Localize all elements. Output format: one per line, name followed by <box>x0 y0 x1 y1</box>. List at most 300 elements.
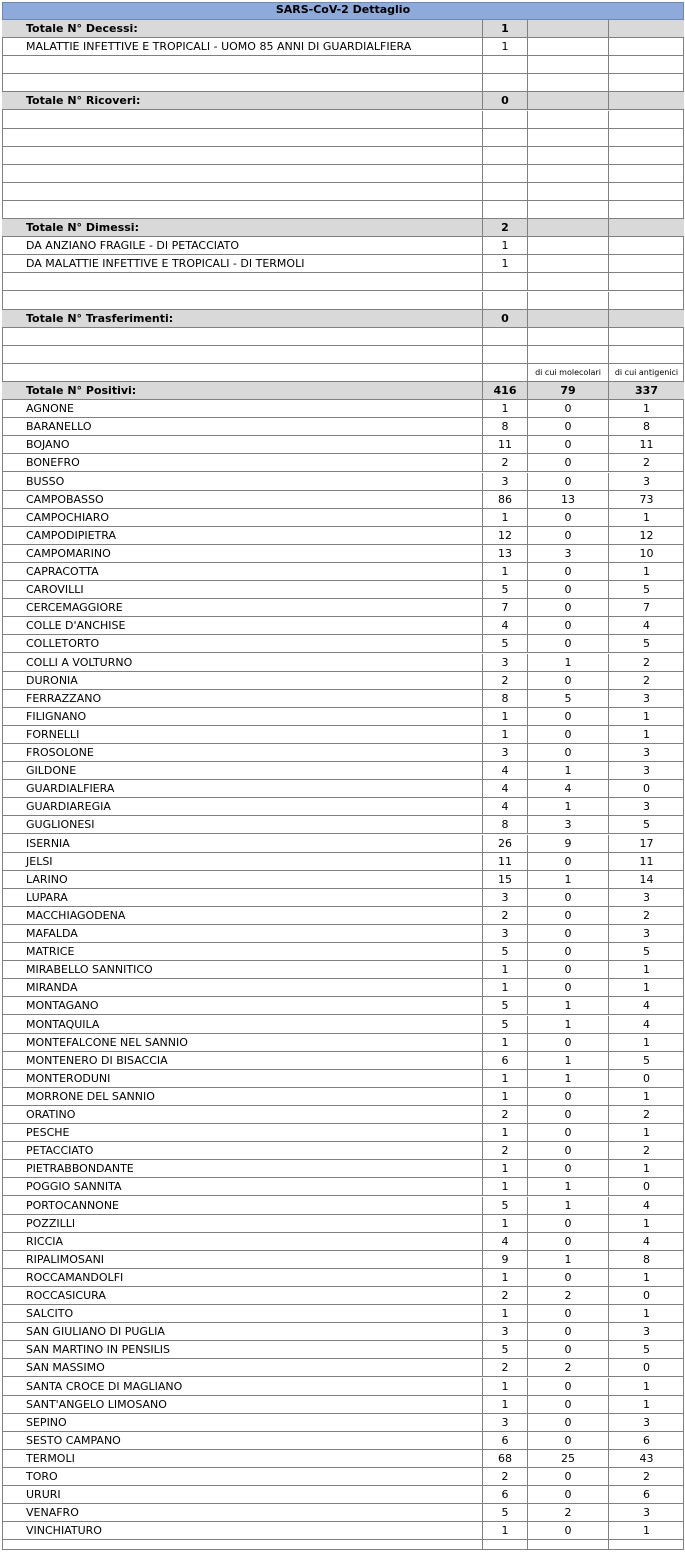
comune-row <box>2 708 684 726</box>
row-antigenici <box>609 310 684 327</box>
row-molecolari: 79 <box>528 382 609 399</box>
row-label: SANT'ANGELO LIMOSANO <box>2 1396 483 1413</box>
row-molecolari: 2 <box>528 1504 609 1521</box>
row-label <box>2 56 483 73</box>
row-total: 1 <box>483 1160 528 1177</box>
comune-row <box>2 1070 684 1088</box>
comune-row <box>2 1124 684 1142</box>
row-molecolari <box>528 183 609 200</box>
row-total <box>483 201 528 218</box>
row-total: 2 <box>483 907 528 924</box>
row-label: GILDONE <box>2 762 483 779</box>
row-label: URURI <box>2 1486 483 1503</box>
row-molecolari: 1 <box>528 1197 609 1214</box>
row-antigenici: 2 <box>643 908 650 922</box>
row-label: MAFALDA <box>2 925 483 942</box>
comune-row <box>2 1106 684 1124</box>
row-total <box>483 165 528 182</box>
row-molecolari: 0 <box>528 907 609 924</box>
row-label: BARANELLO <box>2 418 483 435</box>
row-antigenici: 1 <box>643 1524 650 1538</box>
comune-row <box>2 1178 684 1196</box>
row-antigenici: 4 <box>643 1234 650 1248</box>
row-molecolari: 1 <box>528 1052 609 1069</box>
row-antigenici <box>609 292 684 309</box>
comune-row <box>2 816 684 834</box>
row-label <box>2 273 483 290</box>
row-molecolari: 0 <box>528 473 609 490</box>
row-label: RIPALIMOSANI <box>2 1251 483 1268</box>
row-antigenici: 4 <box>643 1198 650 1212</box>
row-molecolari: 0 <box>528 744 609 761</box>
row-molecolari <box>528 273 609 290</box>
row-label: TERMOLI <box>2 1450 483 1467</box>
row-antigenici: 0 <box>643 1180 650 1194</box>
comune-row <box>2 889 684 907</box>
row-antigenici: 1 <box>643 1089 650 1103</box>
row-molecolari: 0 <box>528 563 609 580</box>
row-antigenici: 1 <box>643 709 650 723</box>
row-total: 2 <box>483 219 528 236</box>
row-total: 68 <box>483 1450 528 1467</box>
row-molecolari: 0 <box>528 1269 609 1286</box>
row-molecolari: 0 <box>528 1233 609 1250</box>
row-label: SAN MARTINO IN PENSILIS <box>2 1341 483 1358</box>
comune-row <box>2 907 684 925</box>
row-total: 1 <box>483 1124 528 1141</box>
row-molecolari: 1 <box>528 1178 609 1195</box>
row-antigenici <box>609 74 684 91</box>
row-total: 2 <box>483 1106 528 1123</box>
row-antigenici <box>609 111 684 128</box>
row-antigenici: 2 <box>643 1470 650 1484</box>
dimessi-item-row <box>2 237 684 255</box>
comune-row <box>2 599 684 617</box>
row-label <box>2 346 483 363</box>
dimessi-item-row <box>2 255 684 273</box>
row-antigenici <box>609 129 684 146</box>
row-molecolari <box>528 346 609 363</box>
row-label: PESCHE <box>2 1124 483 1141</box>
row-antigenici: 17 <box>639 836 654 850</box>
row-molecolari: 0 <box>528 708 609 725</box>
row-antigenici: 4 <box>643 999 650 1013</box>
row-label: BUSSO <box>2 473 483 490</box>
row-molecolari: 13 <box>528 491 609 508</box>
row-antigenici <box>609 165 684 182</box>
row-antigenici <box>609 273 684 290</box>
row-label: MONTENERO DI BISACCIA <box>2 1052 483 1069</box>
comune-row <box>2 780 684 798</box>
row-antigenici: 2 <box>643 673 650 687</box>
row-molecolari: 2 <box>528 1287 609 1304</box>
row-label: CAMPOCHIARO <box>2 509 483 526</box>
row-label: ORATINO <box>2 1106 483 1123</box>
row-total: 0 <box>483 92 528 109</box>
empty-row <box>2 292 684 310</box>
row-total: 13 <box>483 545 528 562</box>
row-label: SEPINO <box>2 1414 483 1431</box>
row-total: 7 <box>483 599 528 616</box>
row-molecolari: 0 <box>528 1124 609 1141</box>
row-antigenici: 7 <box>643 601 650 615</box>
row-antigenici <box>609 219 684 236</box>
row-total <box>483 74 528 91</box>
row-label <box>2 129 483 146</box>
row-total <box>483 273 528 290</box>
row-total <box>483 346 528 363</box>
row-antigenici: 0 <box>643 782 650 796</box>
row-label: RICCIA <box>2 1233 483 1250</box>
row-molecolari: 0 <box>528 1142 609 1159</box>
row-total <box>483 328 528 345</box>
row-molecolari <box>528 147 609 164</box>
row-antigenici <box>609 183 684 200</box>
row-total: 1 <box>483 1070 528 1087</box>
row-antigenici: 11 <box>639 854 654 868</box>
row-total: 11 <box>483 853 528 870</box>
row-molecolari <box>528 1540 609 1549</box>
row-label: MONTEFALCONE NEL SANNIO <box>2 1034 483 1051</box>
comune-row <box>2 1378 684 1396</box>
positivi-header-row <box>2 382 684 400</box>
row-molecolari: 0 <box>528 617 609 634</box>
row-total: 1 <box>483 961 528 978</box>
row-molecolari: 0 <box>528 581 609 598</box>
comune-row <box>2 1468 684 1486</box>
row-label: MONTAGANO <box>2 997 483 1014</box>
row-total: 1 <box>483 563 528 580</box>
comune-row <box>2 1396 684 1414</box>
row-total: 1 <box>483 1305 528 1322</box>
row-molecolari: 0 <box>528 1305 609 1322</box>
comune-row <box>2 726 684 744</box>
comune-row <box>2 563 684 581</box>
row-antigenici: 1 <box>643 1270 650 1284</box>
comune-row <box>2 1323 684 1341</box>
empty-row <box>2 273 684 291</box>
row-antigenici: 14 <box>639 872 654 886</box>
row-total: 1 <box>483 1378 528 1395</box>
row-molecolari: 1 <box>528 997 609 1014</box>
row-molecolari <box>528 310 609 327</box>
row-label: AGNONE <box>2 400 483 417</box>
comune-row <box>2 925 684 943</box>
row-label: POGGIO SANNITA <box>2 1178 483 1195</box>
row-molecolari <box>528 292 609 309</box>
row-antigenici: 0 <box>643 1289 650 1303</box>
row-label: TORO <box>2 1468 483 1485</box>
row-molecolari: 4 <box>528 780 609 797</box>
row-molecolari <box>528 92 609 109</box>
comune-row <box>2 1486 684 1504</box>
row-label: VINCHIATURO <box>2 1522 483 1539</box>
trasferimenti-header-row <box>2 310 684 328</box>
row-molecolari: 0 <box>528 889 609 906</box>
row-label: JELSI <box>2 853 483 870</box>
row-label: COLLETORTO <box>2 635 483 652</box>
row-antigenici <box>609 56 684 73</box>
row-antigenici: 3 <box>643 764 650 778</box>
row-total: 2 <box>483 454 528 471</box>
row-molecolari: 1 <box>528 1251 609 1268</box>
comune-row <box>2 581 684 599</box>
row-antigenici: 0 <box>643 1361 650 1375</box>
row-total: 6 <box>483 1052 528 1069</box>
table-title: SARS-CoV-2 Dettaglio <box>275 3 411 16</box>
row-label: PORTOCANNONE <box>2 1197 483 1214</box>
row-antigenici <box>609 201 684 218</box>
row-label: GUGLIONESI <box>2 816 483 833</box>
row-total: 3 <box>483 889 528 906</box>
row-antigenici <box>609 255 684 272</box>
row-molecolari: 1 <box>528 798 609 815</box>
row-label: COLLI A VOLTURNO <box>2 654 483 671</box>
row-molecolari: 0 <box>528 961 609 978</box>
row-antigenici: 1 <box>643 1035 650 1049</box>
row-total: 3 <box>483 1414 528 1431</box>
comune-row <box>2 943 684 961</box>
row-molecolari: 1 <box>528 1016 609 1033</box>
row-antigenici: 337 <box>635 384 658 398</box>
row-total: 3 <box>483 473 528 490</box>
comune-row <box>2 1504 684 1522</box>
comune-row <box>2 997 684 1015</box>
row-molecolari: 0 <box>528 1341 609 1358</box>
molecolari-subheader: di cui molecolari <box>528 364 609 381</box>
row-molecolari: 0 <box>528 599 609 616</box>
row-label: MIRANDA <box>2 979 483 996</box>
row-antigenici: 3 <box>643 890 650 904</box>
comune-row <box>2 762 684 780</box>
row-molecolari: 0 <box>528 509 609 526</box>
row-label: LUPARA <box>2 889 483 906</box>
empty-row <box>2 346 684 364</box>
comune-row <box>2 744 684 762</box>
row-total: 1 <box>483 1034 528 1051</box>
row-total: 1 <box>483 1522 528 1539</box>
row-antigenici: 1 <box>643 1307 650 1321</box>
row-antigenici: 0 <box>643 1071 650 1085</box>
row-label: Totale N° Decessi: <box>2 20 483 37</box>
comune-row <box>2 853 684 871</box>
row-molecolari <box>528 56 609 73</box>
row-label: CAROVILLI <box>2 581 483 598</box>
comune-row <box>2 1251 684 1269</box>
row-molecolari: 0 <box>528 1160 609 1177</box>
row-molecolari: 25 <box>528 1450 609 1467</box>
row-label: SAN MASSIMO <box>2 1359 483 1376</box>
row-molecolari: 0 <box>528 1432 609 1449</box>
row-label <box>2 292 483 309</box>
row-molecolari: 0 <box>528 943 609 960</box>
row-total: 0 <box>483 310 528 327</box>
empty-row <box>2 1540 684 1550</box>
row-total: 1 <box>483 1396 528 1413</box>
row-molecolari: 5 <box>528 690 609 707</box>
row-antigenici: 5 <box>643 1343 650 1357</box>
row-total: 5 <box>483 1341 528 1358</box>
row-molecolari: 3 <box>528 545 609 562</box>
row-molecolari: 0 <box>528 1088 609 1105</box>
row-molecolari: 0 <box>528 1396 609 1413</box>
row-total: 4 <box>483 780 528 797</box>
row-total: 4 <box>483 617 528 634</box>
row-molecolari: 0 <box>528 1486 609 1503</box>
row-total: 1 <box>483 726 528 743</box>
positivi-subheader-row <box>2 364 684 382</box>
row-total: 1 <box>483 1178 528 1195</box>
row-total: 5 <box>483 1504 528 1521</box>
row-total: 5 <box>483 1197 528 1214</box>
row-molecolari <box>528 165 609 182</box>
decessi-item-row <box>2 38 684 56</box>
row-molecolari: 0 <box>528 527 609 544</box>
empty-row <box>2 183 684 201</box>
comune-row <box>2 690 684 708</box>
row-molecolari: 0 <box>528 635 609 652</box>
row-antigenici: 3 <box>643 1506 650 1520</box>
empty-row <box>2 56 684 74</box>
row-molecolari <box>528 201 609 218</box>
row-label: CERCEMAGGIORE <box>2 599 483 616</box>
row-label <box>2 328 483 345</box>
row-label <box>2 183 483 200</box>
row-label: GUARDIALFIERA <box>2 780 483 797</box>
row-molecolari <box>528 74 609 91</box>
row-molecolari: 0 <box>528 853 609 870</box>
row-molecolari <box>528 20 609 37</box>
row-total <box>483 364 528 381</box>
row-label: FERRAZZANO <box>2 690 483 707</box>
row-total: 5 <box>483 997 528 1014</box>
comune-row <box>2 1305 684 1323</box>
row-antigenici <box>609 92 684 109</box>
row-molecolari: 0 <box>528 726 609 743</box>
comune-row <box>2 436 684 454</box>
row-antigenici: 12 <box>639 528 654 542</box>
row-label: MALATTIE INFETTIVE E TROPICALI - UOMO 85 ANNI DI GUARDIALFIERA <box>2 38 483 55</box>
row-total: 6 <box>483 1486 528 1503</box>
row-total: 1 <box>483 38 528 55</box>
comune-row <box>2 1197 684 1215</box>
row-label: GUARDIAREGIA <box>2 798 483 815</box>
row-label: CAMPOMARINO <box>2 545 483 562</box>
comune-row <box>2 1432 684 1450</box>
row-molecolari: 0 <box>528 1522 609 1539</box>
row-label: DA MALATTIE INFETTIVE E TROPICALI - DI TERMOLI <box>2 255 483 272</box>
row-antigenici <box>609 20 684 37</box>
row-total <box>483 129 528 146</box>
row-molecolari: 0 <box>528 1378 609 1395</box>
row-total: 1 <box>483 509 528 526</box>
row-total: 3 <box>483 654 528 671</box>
row-total: 9 <box>483 1251 528 1268</box>
comune-row <box>2 1287 684 1305</box>
row-total: 3 <box>483 925 528 942</box>
empty-row <box>2 129 684 147</box>
comune-row <box>2 1359 684 1377</box>
row-label: FROSOLONE <box>2 744 483 761</box>
row-label: PIETRABBONDANTE <box>2 1160 483 1177</box>
row-antigenici: 2 <box>643 1144 650 1158</box>
row-label: DA ANZIANO FRAGILE - DI PETACCIATO <box>2 237 483 254</box>
row-label: VENAFRO <box>2 1504 483 1521</box>
row-label <box>2 111 483 128</box>
row-label: SANTA CROCE DI MAGLIANO <box>2 1378 483 1395</box>
row-total: 2 <box>483 1142 528 1159</box>
row-total: 12 <box>483 527 528 544</box>
row-total: 86 <box>483 491 528 508</box>
row-total: 26 <box>483 835 528 852</box>
comune-row <box>2 654 684 672</box>
row-total: 4 <box>483 1233 528 1250</box>
comune-row <box>2 454 684 472</box>
row-antigenici: 1 <box>643 727 650 741</box>
row-antigenici: 3 <box>643 746 650 760</box>
row-total: 416 <box>483 382 528 399</box>
comune-row <box>2 1160 684 1178</box>
comune-row <box>2 400 684 418</box>
row-total <box>483 56 528 73</box>
row-label: MATRICE <box>2 943 483 960</box>
row-molecolari: 0 <box>528 672 609 689</box>
row-label: FILIGNANO <box>2 708 483 725</box>
row-total: 2 <box>483 672 528 689</box>
row-molecolari <box>528 129 609 146</box>
row-antigenici: 8 <box>643 1252 650 1266</box>
row-antigenici <box>609 147 684 164</box>
row-antigenici <box>609 237 684 254</box>
row-total <box>483 147 528 164</box>
row-total: 3 <box>483 1323 528 1340</box>
row-label: DURONIA <box>2 672 483 689</box>
row-label: SALCITO <box>2 1305 483 1322</box>
row-antigenici: 5 <box>643 637 650 651</box>
row-label: PETACCIATO <box>2 1142 483 1159</box>
row-label: MORRONE DEL SANNIO <box>2 1088 483 1105</box>
row-molecolari: 0 <box>528 454 609 471</box>
comune-row <box>2 1450 684 1468</box>
row-label: SAN GIULIANO DI PUGLIA <box>2 1323 483 1340</box>
row-total <box>483 111 528 128</box>
row-antigenici <box>609 38 684 55</box>
row-label <box>2 201 483 218</box>
row-label: POZZILLI <box>2 1215 483 1232</box>
row-antigenici: 3 <box>643 927 650 941</box>
row-antigenici: 2 <box>643 1108 650 1122</box>
row-total: 5 <box>483 1016 528 1033</box>
row-label: Totale N° Ricoveri: <box>2 92 483 109</box>
antigenici-subheader: di cui antigenici <box>614 367 679 377</box>
comune-row <box>2 545 684 563</box>
row-molecolari: 1 <box>528 762 609 779</box>
row-molecolari: 0 <box>528 1215 609 1232</box>
comune-row <box>2 617 684 635</box>
row-label: ROCCASICURA <box>2 1287 483 1304</box>
row-molecolari: 9 <box>528 835 609 852</box>
empty-row <box>2 147 684 165</box>
decessi-header-row <box>2 20 684 38</box>
comune-row <box>2 979 684 997</box>
comune-row <box>2 798 684 816</box>
row-molecolari: 2 <box>528 1359 609 1376</box>
row-antigenici: 1 <box>643 981 650 995</box>
row-molecolari: 0 <box>528 1106 609 1123</box>
row-total: 6 <box>483 1432 528 1449</box>
comune-row <box>2 473 684 491</box>
row-total: 1 <box>483 1088 528 1105</box>
